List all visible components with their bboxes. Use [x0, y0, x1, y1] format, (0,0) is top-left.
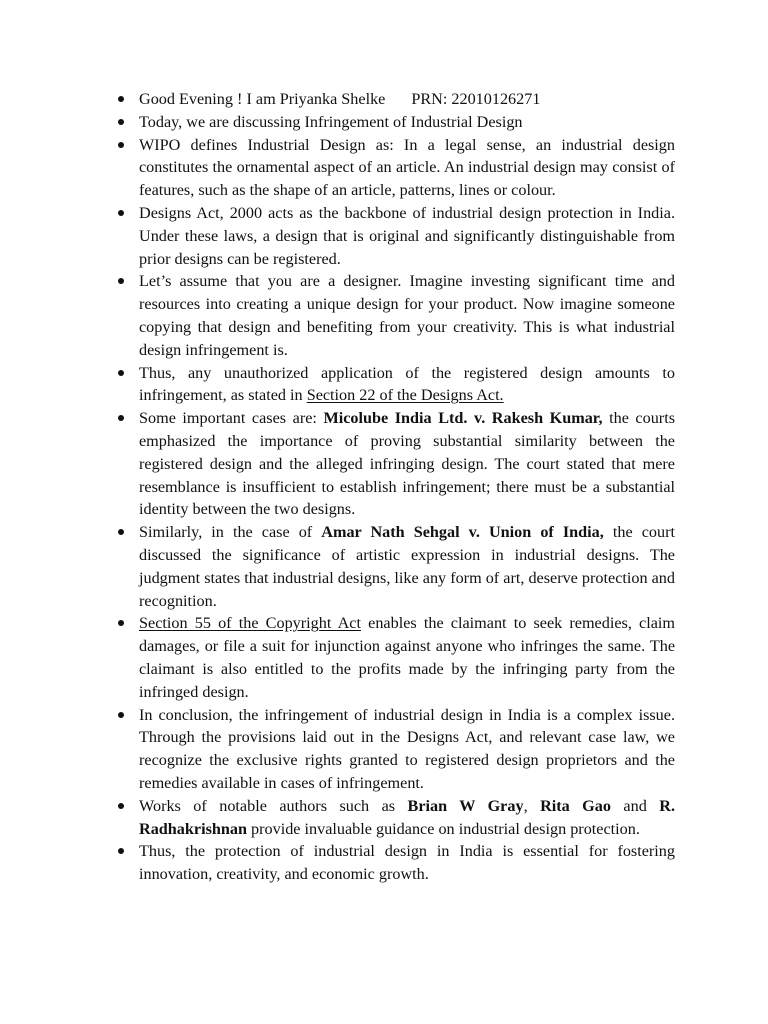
- bullet-item-designer-example: [139, 270, 675, 361]
- bullet-text: Thus, any unauthorized application of the registered design amounts to infringement, as stated in: [139, 363, 675, 405]
- bullet-item-unauthorized-application: [139, 362, 675, 408]
- bullet-text: provide invaluable guidance on industrial design protection.: [246, 819, 640, 838]
- bullet-item-amar-nath-case: [139, 521, 675, 612]
- bullet-text: enables the claimant to seek remedies, claim damages, or file a suit for injunction against anyone who infringes the same. The claimant is also entitled to the profits made by the infringing party from the infringed design.: [139, 614, 675, 701]
- bullet-text: Some important cases are:: [139, 409, 324, 428]
- bullet-list: [139, 88, 675, 886]
- bullet-text: Let’s assume that you are a designer. Imagine investing significant time and resources into creating a unique design for your product. Now imagine someone copying that design and benefiting from your creativity. This is what industrial design infringement is.: [139, 272, 675, 359]
- section-22-reference: Section 22 of the Designs Act.: [306, 386, 504, 405]
- bullet-text: ,: [523, 796, 541, 815]
- bullet-item-wipo-definition: [139, 134, 675, 202]
- bullet-item-final-statement: [139, 840, 675, 886]
- bullet-text: Works of notable authors such as: [139, 796, 408, 815]
- greeting-text: Good Evening ! I am Priyanka Shelke: [139, 90, 386, 108]
- bullet-text: Similarly, in the case of: [139, 523, 322, 542]
- bullet-text: the courts emphasized the importance of proving substantial similarity between the registered design and the alleged infringing design. The court stated that mere resemblance is insufficient to establish infringement; there must be a substantial identity between the two designs.: [139, 409, 675, 519]
- bullet-text: Thus, the protection of industrial design in India is essential for fostering innovation, creativity, and economic growth.: [139, 842, 675, 884]
- bullet-text: Designs Act, 2000 acts as the backbone of industrial design protection in India. Under these laws, a design that is original and significantly distinguishable from prior designs can be registered.: [139, 203, 675, 268]
- bullet-item-authors: [139, 795, 675, 841]
- case-name-amar-nath: Amar Nath Sehgal v. Union of India,: [321, 523, 604, 542]
- bullet-item-designs-act: [139, 202, 675, 270]
- bullet-item-topic: [139, 111, 675, 134]
- bullet-item-conclusion: [139, 704, 675, 795]
- author-rita-gao: Rita Gao: [540, 796, 611, 815]
- bullet-text: Today, we are discussing Infringement of Industrial Design: [139, 112, 523, 131]
- author-brian-w-gray: Brian W Gray: [407, 796, 524, 815]
- section-55-reference: Section 55 of the Copyright Act: [139, 614, 361, 633]
- bullet-item-micolube-case: [139, 407, 675, 521]
- bullet-text: and: [610, 796, 660, 815]
- author-r-radhakrishnan: R. Radhakrishnan: [139, 796, 675, 838]
- bullet-text: the court discussed the significance of artistic expression in industrial designs. The judgment states that industrial designs, like any form of art, deserve protection and recognition.: [139, 523, 675, 610]
- bullet-text: WIPO defines Industrial Design as: In a legal sense, an industrial design constitutes the ornamental aspect of an article. An industrial design may consist of features, such as the shape of an article, patterns, lines or colour.: [139, 135, 675, 200]
- bullet-item-greeting: [139, 88, 675, 111]
- case-name-micolube: Micolube India Ltd. v. Rakesh Kumar,: [323, 409, 603, 428]
- bullet-item-copyright-act: [139, 612, 675, 703]
- bullet-text: In conclusion, the infringement of industrial design in India is a complex issue. Through the provisions laid out in the Designs Act, and relevant case law, we recognize the exclusive rights granted to registered design proprietors and the remedies available in cases of infringement.: [139, 705, 675, 792]
- prn-text: PRN: 22010126271: [411, 90, 541, 108]
